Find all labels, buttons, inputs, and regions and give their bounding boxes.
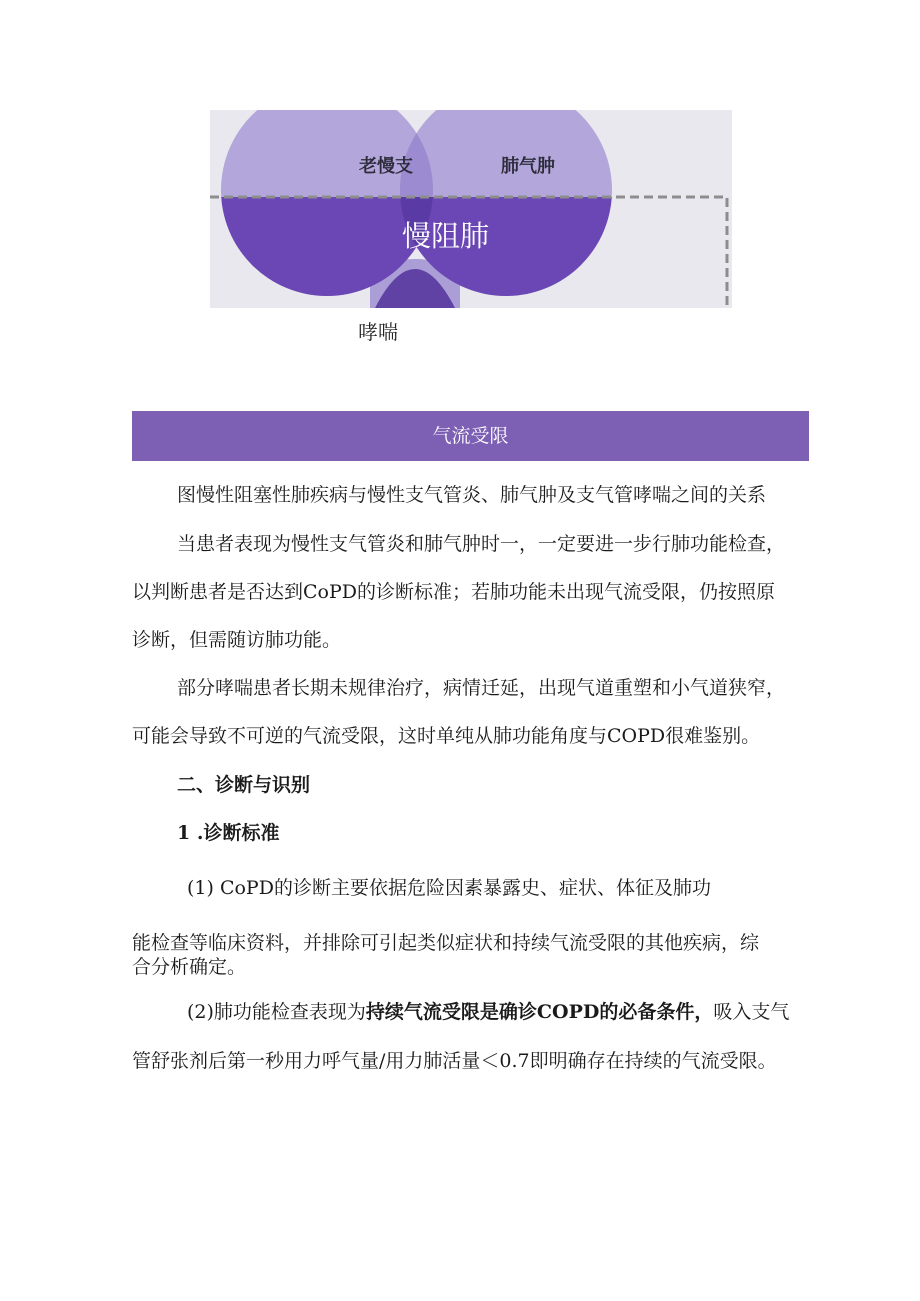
paragraph-1-line-2: 以判断患者是否达到CoPD的诊断标准；若肺功能未出现气流受限，仍按照原: [132, 581, 775, 603]
venn-svg: [210, 110, 732, 308]
emphysema-label: 肺气肿: [501, 156, 555, 177]
chronic-bronchitis-label: 老慢支: [359, 156, 413, 177]
section-heading: 二、诊断与识别: [177, 774, 311, 796]
item-2-suffix: 吸入支气: [713, 1001, 790, 1023]
paragraph-2-line-1: 部分哮喘患者长期未规律治疗，病情迁延，出现气道重塑和小气道狭窄，: [177, 677, 786, 699]
paragraph-2-line-2: 可能会导致不可逆的气流受限，这时单纯从肺功能角度与COPD很难鉴别。: [132, 725, 761, 747]
paragraph-1-line-1: 当患者表现为慢性支气管炎和肺气肿时一，一定要进一步行肺功能检查，: [177, 533, 786, 555]
copd-label: 慢阻肺: [402, 219, 490, 253]
copd-venn-diagram: [210, 110, 732, 308]
asthma-label: 哮喘: [358, 320, 398, 344]
item-2-line-1: [187, 1000, 789, 1024]
figure-caption: 图慢性阻塞性肺疾病与慢性支气管炎、肺气肿及支气管哮喘之间的关系: [177, 484, 767, 506]
item-2-prefix: (2)肺功能检查表现为: [187, 1001, 366, 1023]
item-2-bold: 持续气流受限是确诊COPD的必备条件，: [365, 1001, 714, 1023]
subsection-heading: 1 .诊断标准: [177, 822, 280, 844]
item-1-line-1: (1) CoPD的诊断主要依据危险因素暴露史、症状、体征及肺功: [187, 877, 711, 899]
airflow-limitation-bar: 气流受限: [132, 411, 809, 461]
paragraph-1-line-3: 诊断，但需随访肺功能。: [132, 629, 342, 651]
item-1-line-3: 合分析确定。: [132, 956, 247, 978]
item-2-line-2: 管舒张剂后第一秒用力呼气量/用力肺活量＜0.7即明确存在持续的气流受限。: [132, 1050, 777, 1072]
item-1-line-2: 能检查等临床资料，并排除可引起类似症状和持续气流受限的其他疾病，综: [132, 932, 760, 954]
